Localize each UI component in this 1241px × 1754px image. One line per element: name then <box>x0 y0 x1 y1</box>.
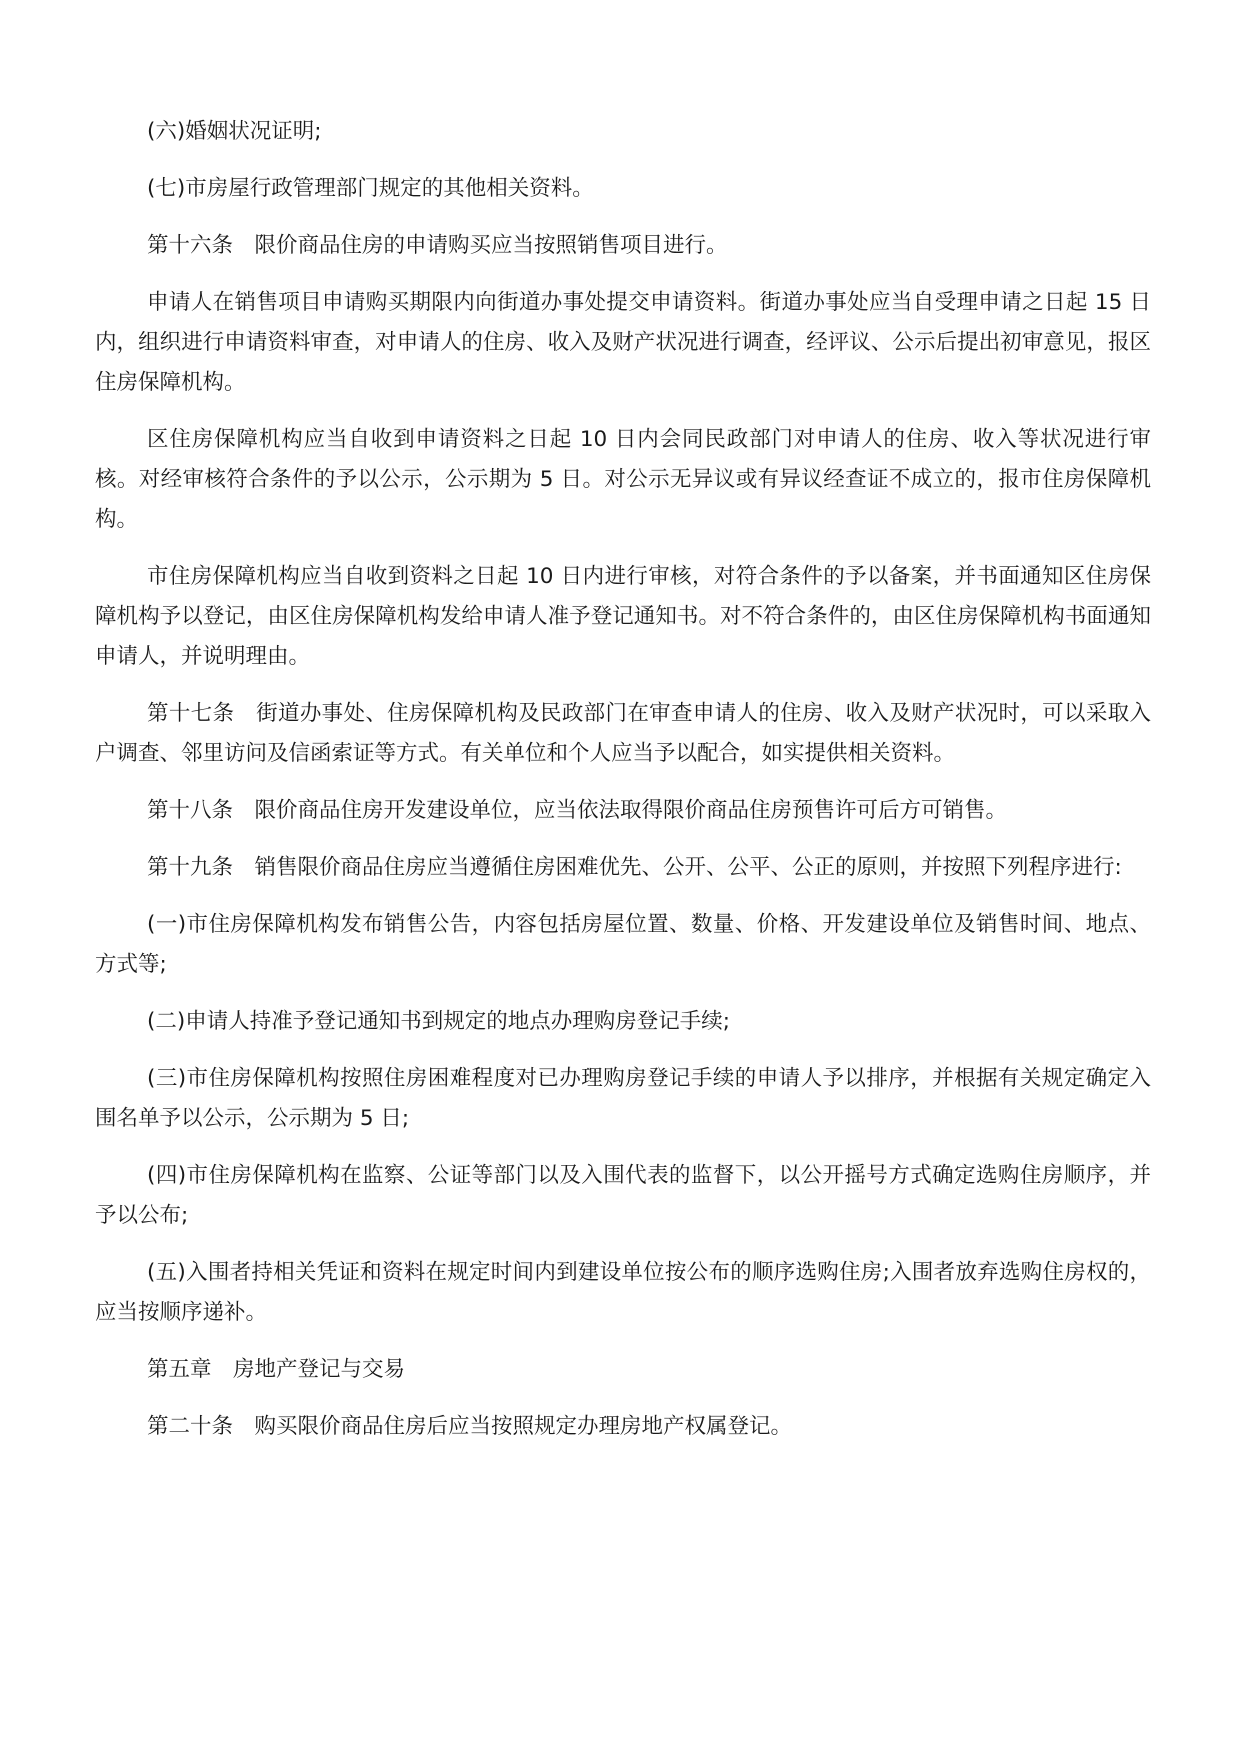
procedure-item-3: (三)市住房保障机构按照住房困难程度对已办理购房登记手续的申请人予以排序，并根据有关规定确定入围名单予以公示，公示期为 5 日; <box>95 1066 1151 1131</box>
procedure-item-2: (二)申请人持准予登记通知书到规定的地点办理购房登记手续; <box>147 1009 731 1034</box>
paragraph-district-review: 区住房保障机构应当自收到申请资料之日起 10 日内会同民政部门对申请人的住房、收入等状况进行审核。对经审核符合条件的予以公示，公示期为 5 日。对公示无异议或有异议经查证不成立的，报市住房保障机构。 <box>95 427 1151 532</box>
procedure-item-1: (一)市住房保障机构发布销售公告，内容包括房屋位置、数量、价格、开发建设单位及销售时间、地点、方式等; <box>95 912 1151 977</box>
chapter-5-heading: 第五章 房地产登记与交易 <box>147 1357 406 1382</box>
article-18: 第十八条 限价商品住房开发建设单位，应当依法取得限价商品住房预售许可后方可销售。 <box>147 798 1008 823</box>
paragraph-item-7: (七)市房屋行政管理部门规定的其他相关资料。 <box>147 176 594 201</box>
paragraph-street-office-review: 申请人在销售项目申请购买期限内向街道办事处提交申请资料。街道办事处应当自受理申请之日起 15 日内，组织进行申请资料审查，对申请人的住房、收入及财产状况进行调查，经评议、公示后提出初审意见，报区住房保障机构。 <box>95 290 1151 395</box>
procedure-item-4: (四)市住房保障机构在监察、公证等部门以及入围代表的监督下，以公开摇号方式确定选购住房顺序，并予以公布; <box>95 1163 1151 1228</box>
paragraph-city-review: 市住房保障机构应当自收到资料之日起 10 日内进行审核，对符合条件的予以备案，并书面通知区住房保障机构予以登记，由区住房保障机构发给申请人准予登记通知书。对不符合条件的，由区住房保障机构书面通知申请人，并说明理由。 <box>95 564 1151 669</box>
article-17: 第十七条 街道办事处、住房保障机构及民政部门在审查申请人的住房、收入及财产状况时，可以采取入户调查、邻里访问及信函索证等方式。有关单位和个人应当予以配合，如实提供相关资料。 <box>95 701 1151 766</box>
article-16: 第十六条 限价商品住房的申请购买应当按照销售项目进行。 <box>147 233 728 258</box>
article-19: 第十九条 销售限价商品住房应当遵循住房困难优先、公开、公平、公正的原则，并按照下列程序进行: <box>147 855 1122 880</box>
article-20: 第二十条 购买限价商品住房后应当按照规定办理房地产权属登记。 <box>147 1414 793 1439</box>
procedure-item-5: (五)入围者持相关凭证和资料在规定时间内到建设单位按公布的顺序选购住房;入围者放弃选购住房权的，应当按顺序递补。 <box>95 1260 1151 1325</box>
document-body <box>95 112 1151 1464</box>
paragraph-item-6: (六)婚姻状况证明; <box>147 119 322 144</box>
